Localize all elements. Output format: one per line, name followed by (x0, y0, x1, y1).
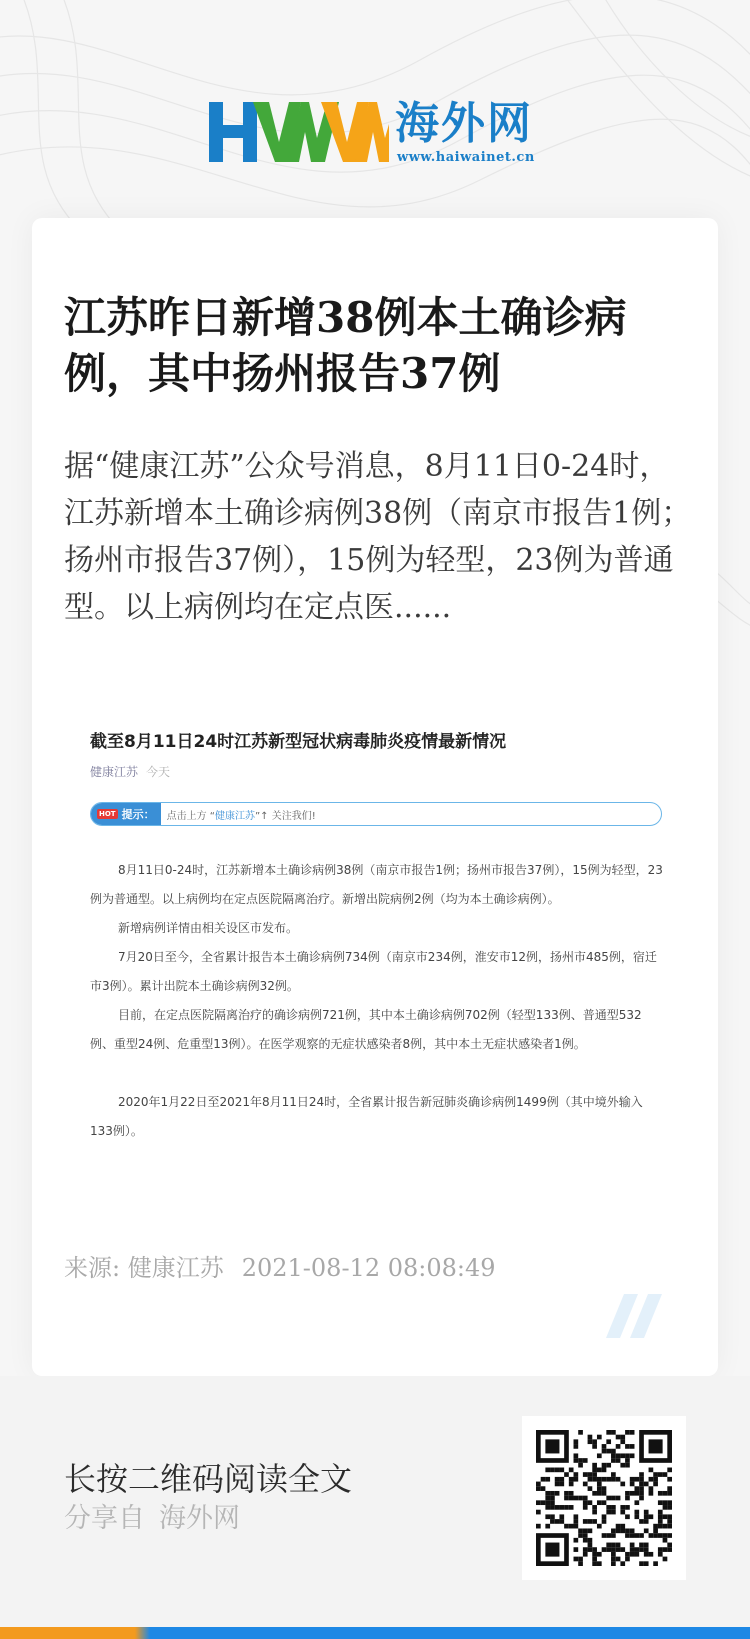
tip-text-after: ”↑ 关注我们! (254, 810, 316, 822)
haiwainet-logo[interactable] (209, 98, 549, 168)
qr-code-icon (536, 1430, 672, 1566)
article-meta (90, 764, 690, 780)
brand-url: www.haiwainet.cn (397, 150, 535, 165)
qr-code[interactable] (522, 1416, 686, 1580)
share-site: 海外网 (159, 1503, 240, 1534)
source-line (64, 1252, 496, 1284)
headline-summary: 据“健康江苏”公众号消息，8月11日0-24时，江苏新增本土确诊病例38例（南京市报告1例；扬州市报告37例），15例为轻型，23例为普通型。以上病例均在定点医...... (64, 449, 692, 625)
tip-text-before: 点击上方 “ (166, 810, 215, 822)
read-full-cta: 长按二维码阅读全文 (64, 1460, 353, 1498)
article-account[interactable]: 健康江苏 (90, 765, 139, 779)
article-screenshot (90, 730, 690, 1146)
headline-title: 江苏昨日新增38例本土确诊病例，其中扬州报告37例 (64, 293, 627, 398)
article-date: 今天 (146, 765, 171, 779)
share-from (64, 1500, 240, 1538)
hww-logo-letters (209, 102, 389, 162)
article-paragraph: 8月11日0-24时，江苏新增本土确诊病例38例（南京市报告1例；扬州市报告37例），15例为轻型，23例为普通型。以上病例均在定点医院隔离治疗。新增出院病例2例（均为本土确诊病例）。 (90, 863, 663, 906)
tip-label-block (91, 803, 161, 825)
tip-highlight[interactable]: 健康江苏 (214, 810, 255, 822)
bottom-color-stripe (0, 1627, 750, 1639)
source-datetime: 2021-08-12 08:08:49 (241, 1254, 496, 1282)
article-body (90, 856, 664, 1146)
quote-decoration-icon (604, 1294, 664, 1338)
article-paragraph: 新增病例详情由相关设区市发布。 (118, 921, 299, 935)
hot-badge: HOT (99, 810, 116, 818)
footer (0, 1376, 750, 1639)
tip-label: 提示： (121, 808, 155, 821)
article-card (32, 218, 718, 1376)
share-prefix: 分享自 (64, 1503, 145, 1534)
article-paragraph: 2020年1月22日至2021年8月11日24时，全省累计报告新冠肺炎确诊病例1499例（其中境外输入133例）。 (90, 1095, 643, 1138)
article-paragraph: 7月20日至今，全省累计报告本土确诊病例734例（南京市234例，淮安市12例，扬州市485例，宿迁市3例）。累计出院本土确诊病例32例。 (90, 950, 657, 993)
article-title: 截至8月11日24时江苏新型冠状病毒肺炎疫情最新情况 (90, 732, 507, 752)
brand-name-cn: 海外网 (395, 98, 533, 149)
tip-text (167, 807, 316, 822)
article-paragraph: 目前，在定点医院隔离治疗的确诊病例721例，其中本土确诊病例702例（轻型133例、普通型532例、重型24例、危重型13例）。在医学观察的无症状感染者8例，其中本土无症状感染者1例。 (90, 1008, 642, 1051)
paragraph-spacer (90, 1059, 664, 1088)
source-label: 来源: 健康江苏 (64, 1254, 224, 1282)
follow-tip-bar[interactable] (90, 802, 662, 826)
header (0, 0, 750, 218)
